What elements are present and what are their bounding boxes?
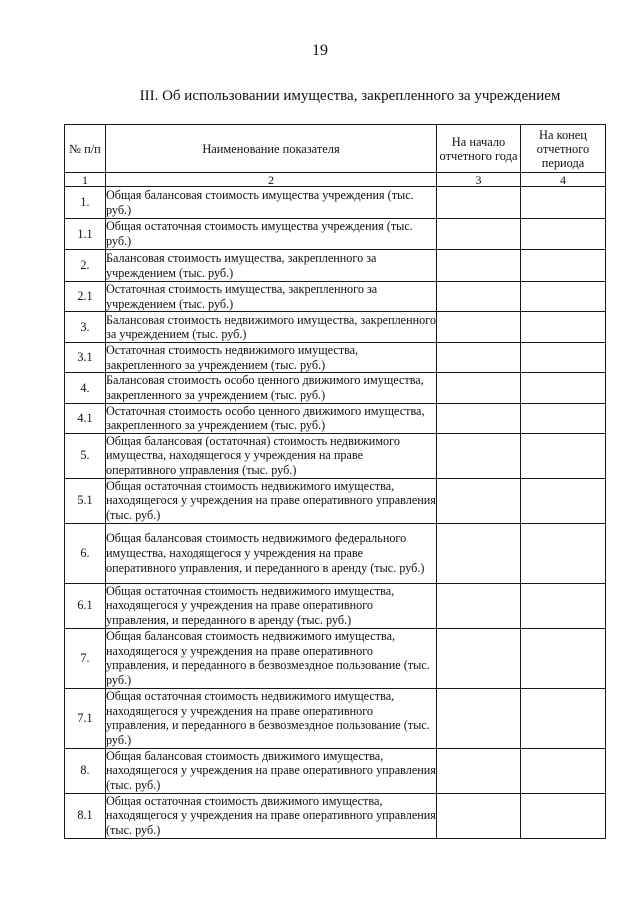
start-value-cell[interactable] xyxy=(437,478,521,523)
indicator-name: Балансовая стоимость особо ценного движимого имущества, закрепленного за учреждением (тыс. руб.) xyxy=(106,373,437,403)
header-row xyxy=(65,125,606,173)
header-name: Наименование показателя xyxy=(106,125,437,173)
end-value-cell[interactable] xyxy=(521,748,606,793)
header-end: На конец отчетного периода xyxy=(521,125,606,173)
start-value-cell[interactable] xyxy=(437,583,521,628)
row-number: 1. xyxy=(65,187,106,219)
header-start: На начало отчетного года xyxy=(437,125,521,173)
row-number: 4.1 xyxy=(65,403,106,433)
table-row xyxy=(65,478,606,523)
row-number: 7.1 xyxy=(65,688,106,748)
start-value-cell[interactable] xyxy=(437,433,521,478)
indicator-name: Общая остаточная стоимость имущества учреждения (тыс. руб.) xyxy=(106,219,437,250)
indicator-name: Общая балансовая (остаточная) стоимость недвижимого имущества, находящегося у учреждения на праве оперативного управления (тыс. руб.) xyxy=(106,433,437,478)
indicator-name: Общая балансовая стоимость недвижимого имущества, находящегося у учреждения на праве оперативного управления, и переданного в безвозмездное пользование (тыс. руб.) xyxy=(106,628,437,688)
start-value-cell[interactable] xyxy=(437,628,521,688)
table-row xyxy=(65,250,606,282)
row-number: 4. xyxy=(65,373,106,403)
table-row xyxy=(65,688,606,748)
indicator-name: Общая остаточная стоимость недвижимого имущества, находящегося у учреждения на праве оперативного управления, и переданного в безвозмездное пользование (тыс. руб.) xyxy=(106,688,437,748)
end-value-cell[interactable] xyxy=(521,343,606,373)
start-value-cell[interactable] xyxy=(437,373,521,403)
end-value-cell[interactable] xyxy=(521,688,606,748)
indicator-name: Остаточная стоимость недвижимого имущества, закрепленного за учреждением (тыс. руб.) xyxy=(106,343,437,373)
column-index: 3 xyxy=(437,173,521,187)
indicator-name: Общая балансовая стоимость недвижимого федерального имущества, находящегося у учреждения на праве оперативного управления, и переданного в аренду (тыс. руб.) xyxy=(106,523,437,583)
end-value-cell[interactable] xyxy=(521,219,606,250)
end-value-cell[interactable] xyxy=(521,628,606,688)
table-row xyxy=(65,583,606,628)
start-value-cell[interactable] xyxy=(437,312,521,343)
indicator-name: Общая остаточная стоимость недвижимого имущества, находящегося у учреждения на праве оперативного управления (тыс. руб.) xyxy=(106,478,436,523)
row-number: 8.1 xyxy=(65,793,106,838)
table-row xyxy=(65,373,606,403)
table-row xyxy=(65,312,606,343)
column-index: 4 xyxy=(521,173,606,187)
start-value-cell[interactable] xyxy=(437,282,521,312)
column-index: 1 xyxy=(65,173,106,187)
end-value-cell[interactable] xyxy=(521,250,606,282)
end-value-cell[interactable] xyxy=(521,793,606,838)
row-number: 5. xyxy=(65,433,106,478)
table-row xyxy=(65,343,606,373)
header-num: № п/п xyxy=(65,125,106,173)
row-number: 7. xyxy=(65,628,106,688)
row-number: 1.1 xyxy=(65,219,106,250)
row-number: 2. xyxy=(65,250,106,282)
start-value-cell[interactable] xyxy=(437,219,521,250)
indicator-name: Балансовая стоимость недвижимого имущества, закрепленного за учреждением (тыс. руб.) xyxy=(106,312,437,342)
end-value-cell[interactable] xyxy=(521,312,606,343)
end-value-cell[interactable] xyxy=(521,523,606,583)
end-value-cell[interactable] xyxy=(521,433,606,478)
table-row xyxy=(65,628,606,688)
indicator-name: Общая остаточная стоимость движимого имущества, находящегося у учреждения на праве оперативного управления (тыс. руб.) xyxy=(106,793,436,838)
column-index-row xyxy=(65,173,606,187)
start-value-cell[interactable] xyxy=(437,187,521,219)
indicator-name: Остаточная стоимость имущества, закрепленного за учреждением (тыс. руб.) xyxy=(106,282,437,312)
end-value-cell[interactable] xyxy=(521,583,606,628)
start-value-cell[interactable] xyxy=(437,523,521,583)
row-number: 3. xyxy=(65,312,106,343)
indicator-name: Остаточная стоимость особо ценного движимого имущества, закрепленного за учреждением (тыс. руб.) xyxy=(106,403,437,433)
table-row xyxy=(65,523,606,583)
row-number: 2.1 xyxy=(65,282,106,312)
table-row xyxy=(65,403,606,433)
end-value-cell[interactable] xyxy=(521,282,606,312)
table-row xyxy=(65,187,606,219)
start-value-cell[interactable] xyxy=(437,748,521,793)
row-number: 6.1 xyxy=(65,583,106,628)
table-row xyxy=(65,219,606,250)
column-index: 2 xyxy=(106,173,437,187)
indicator-name: Общая балансовая стоимость движимого имущества, находящегося у учреждения на праве оперативного управления (тыс. руб.) xyxy=(106,748,436,793)
indicator-name: Общая остаточная стоимость недвижимого имущества, находящегося у учреждения на праве оперативного управления, и переданного в аренду (тыс. руб.) xyxy=(106,583,437,628)
start-value-cell[interactable] xyxy=(437,688,521,748)
property-usage-table xyxy=(64,124,606,839)
start-value-cell[interactable] xyxy=(437,793,521,838)
table-row xyxy=(65,282,606,312)
end-value-cell[interactable] xyxy=(521,373,606,403)
table-row xyxy=(65,433,606,478)
start-value-cell[interactable] xyxy=(437,250,521,282)
row-number: 5.1 xyxy=(65,478,106,523)
row-number: 6. xyxy=(65,523,106,583)
page-number: 19 xyxy=(312,42,328,59)
start-value-cell[interactable] xyxy=(437,403,521,433)
row-number: 3.1 xyxy=(65,343,106,373)
indicator-name: Балансовая стоимость имущества, закрепленного за учреждением (тыс. руб.) xyxy=(106,250,437,282)
end-value-cell[interactable] xyxy=(521,403,606,433)
end-value-cell[interactable] xyxy=(521,478,606,523)
section-title: III. Об использовании имущества, закрепленного за учреждением xyxy=(139,88,561,104)
indicator-name: Общая балансовая стоимость имущества учреждения (тыс. руб.) xyxy=(106,187,437,219)
row-number: 8. xyxy=(65,748,106,793)
end-value-cell[interactable] xyxy=(521,187,606,219)
table-row xyxy=(65,793,606,838)
start-value-cell[interactable] xyxy=(437,343,521,373)
table-row xyxy=(65,748,606,793)
